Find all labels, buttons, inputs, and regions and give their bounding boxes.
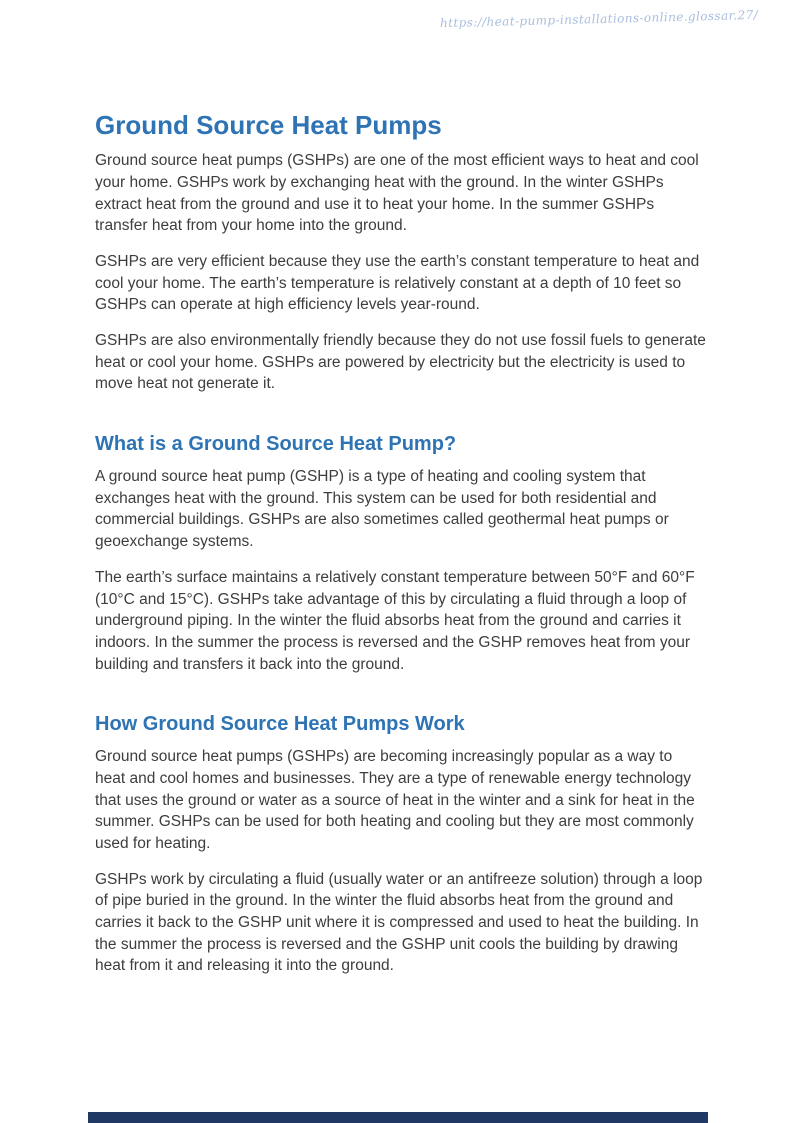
section-heading-what-is-gshp: What is a Ground Source Heat Pump? (95, 433, 457, 456)
section-1-paragraph-1: A ground source heat pump (GSHP) is a type of heating and cooling system that exchanges heat with the ground. This system can be used for both residential and commercial buildings. GSHPs are also sometimes called geothermal heat pumps or geoexchange systems. (95, 468, 669, 551)
section-1-paragraph-2: The earth’s surface maintains a relatively constant temperature between 50°F and 60°F (10°C and 15°C). GSHPs take advantage of this by circulating a fluid through a loop of underground piping. In the winter the fluid absorbs heat from the ground and carries it indoors. In the summer the process is reversed and the GSHP removes heat from your building and transfers it back into the ground. (95, 568, 695, 673)
section-heading-how-gshps-work: How Ground Source Heat Pumps Work (95, 713, 465, 736)
footer-accent-bar (88, 1112, 708, 1123)
handwritten-url-annotation: https://heat-pump-installations-online.glossar.27/ (439, 7, 759, 31)
intro-paragraph-1: Ground source heat pumps (GSHPs) are one of the most efficient ways to heat and cool your home. GSHPs work by exchanging heat with the ground. In the winter GSHPs extract heat from the ground and use it to heat your home. In the summer GSHPs transfer heat from your home into the ground. (95, 152, 699, 235)
section-2-paragraph-2: GSHPs work by circulating a fluid (usually water or an antifreeze solution) through a loop of pipe buried in the ground. In the winter the fluid absorbs heat from the ground and carries it back to the GSHP unit where it is compressed and used to heat the building. In the summer the process is reversed and the GSHP unit cools the building by drawing heat from it and releasing it into the ground. (95, 870, 703, 975)
intro-paragraph-3: GSHPs are also environmentally friendly because they do not use fossil fuels to generate heat or cool your home. GSHPs are powered by electricity but the electricity is used to move heat not generate it. (95, 332, 706, 393)
section-2-paragraph-1: Ground source heat pumps (GSHPs) are becoming increasingly popular as a way to heat and cool homes and businesses. They are a type of renewable energy technology that uses the ground or water as a source of heat in the winter and a sink for heat in the summer. GSHPs can be used for both heating and cooling but they are most commonly used for heating. (95, 748, 695, 852)
page-title: Ground Source Heat Pumps (95, 110, 442, 140)
intro-paragraph-2: GSHPs are very efficient because they use the earth’s constant temperature to heat and cool your home. The earth’s temperature is relatively constant at a depth of 10 feet so GSHPs can operate at high efficiency levels year-round. (95, 252, 700, 314)
document-content (95, 0, 706, 991)
